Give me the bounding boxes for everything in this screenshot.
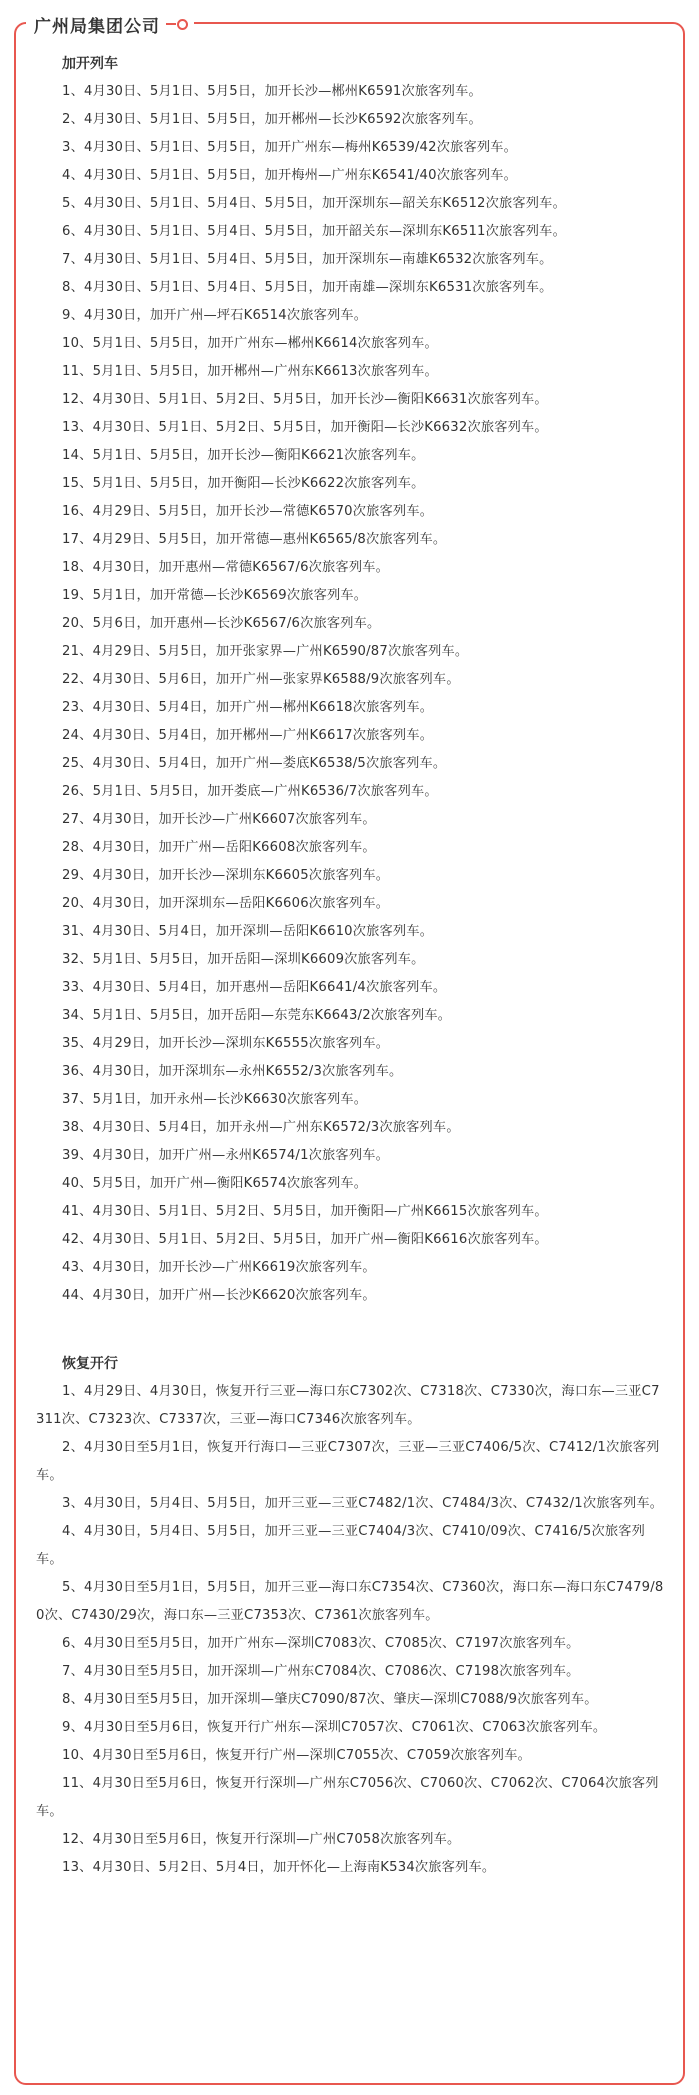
list-item: 21、4月29日、5月5日，加开张家界—广州K6590/87次旅客列车。 [62, 644, 469, 659]
list-item: 12、4月30日至5月6日，恢复开行深圳—广州C7058次旅客列车。 [62, 1832, 461, 1847]
list-item: 32、5月1日、5月5日，加开岳阳—深圳K6609次旅客列车。 [62, 952, 425, 967]
list-item: 44、4月30日，加开广州—长沙K6620次旅客列车。 [62, 1288, 376, 1303]
list-item: 29、4月30日，加开长沙—深圳东K6605次旅客列车。 [62, 868, 390, 883]
list-item: 25、4月30日、5月4日，加开广州—娄底K6538/5次旅客列车。 [62, 756, 447, 771]
list-item: 23、4月30日、5月4日，加开广州—郴州K6618次旅客列车。 [62, 700, 434, 715]
list-item: 38、4月30日、5月4日，加开永州—广州东K6572/3次旅客列车。 [62, 1120, 460, 1135]
list-item: 42、4月30日、5月1日、5月2日、5月5日，加开广州—衡阳K6616次旅客列车。 [62, 1232, 548, 1247]
list-item: 3、4月30日、5月1日、5月5日，加开广州东—梅州K6539/42次旅客列车。 [62, 140, 518, 155]
list-item: 11、4月30日至5月6日，恢复开行深圳—广州东C7056次、C7060次、C7062次、C7064次旅客列车。 [36, 1776, 659, 1819]
list-item: 2、4月30日至5月1日，恢复开行海口—三亚C7307次，三亚—三亚C7406/5次、C7412/1次旅客列车。 [36, 1440, 660, 1483]
list-item: 14、5月1日、5月5日，加开长沙—衡阳K6621次旅客列车。 [62, 448, 425, 463]
header-circle-decoration [177, 19, 188, 30]
list-item: 8、4月30日、5月1日、5月4日、5月5日，加开南雄—深圳东K6531次旅客列车。 [62, 280, 553, 295]
list-item: 37、5月1日，加开永州—长沙K6630次旅客列车。 [62, 1092, 368, 1107]
list-item: 13、4月30日、5月1日、5月2日、5月5日，加开衡阳—长沙K6632次旅客列车。 [62, 420, 548, 435]
list-item: 1、4月30日、5月1日、5月5日，加开长沙—郴州K6591次旅客列车。 [62, 84, 482, 99]
list-item: 11、5月1日、5月5日，加开郴州—广州东K6613次旅客列车。 [62, 364, 438, 379]
list-item: 6、4月30日、5月1日、5月4日、5月5日，加开韶关东—深圳东K6511次旅客列车。 [62, 224, 566, 239]
list-item: 41、4月30日、5月1日、5月2日、5月5日，加开衡阳—广州K6615次旅客列车。 [62, 1204, 548, 1219]
list-item: 34、5月1日、5月5日，加开岳阳—东莞东K6643/2次旅客列车。 [62, 1008, 452, 1023]
list-item: 27、4月30日，加开长沙—广州K6607次旅客列车。 [62, 812, 376, 827]
list-item: 31、4月30日、5月4日，加开深圳—岳阳K6610次旅客列车。 [62, 924, 434, 939]
list-item: 20、5月6日，加开惠州—长沙K6567/6次旅客列车。 [62, 616, 381, 631]
list-item: 10、5月1日、5月5日，加开广州东—郴州K6614次旅客列车。 [62, 336, 438, 351]
list-item: 15、5月1日、5月5日，加开衡阳—长沙K6622次旅客列车。 [62, 476, 425, 491]
list-item: 19、5月1日，加开常德—长沙K6569次旅客列车。 [62, 588, 368, 603]
list-item: 20、4月30日，加开深圳东—岳阳K6606次旅客列车。 [62, 896, 390, 911]
section-title: 加开列车 [62, 56, 118, 72]
section-header-title: 广州局集团公司 [34, 16, 160, 37]
train-list [36, 1378, 664, 1882]
list-item: 8、4月30日至5月5日，加开深圳—肇庆C7090/87次、肇庆—深圳C7088/9次旅客列车。 [62, 1692, 598, 1707]
list-item: 28、4月30日，加开广州—岳阳K6608次旅客列车。 [62, 840, 376, 855]
list-item: 43、4月30日，加开长沙—广州K6619次旅客列车。 [62, 1260, 376, 1275]
list-item: 9、4月30日，加开广州—坪石K6514次旅客列车。 [62, 308, 368, 323]
train-list [36, 78, 664, 1310]
list-item: 10、4月30日至5月6日，恢复开行广州—深圳C7055次、C7059次旅客列车。 [62, 1748, 531, 1763]
list-item: 39、4月30日，加开广州—永州K6574/1次旅客列车。 [62, 1148, 389, 1163]
list-item: 35、4月29日，加开长沙—深圳东K6555次旅客列车。 [62, 1036, 390, 1051]
list-item: 13、4月30日、5月2日、5月4日，加开怀化—上海南K534次旅客列车。 [62, 1860, 496, 1875]
list-item: 9、4月30日至5月6日，恢复开行广州东—深圳C7057次、C7061次、C7063次旅客列车。 [62, 1720, 607, 1735]
list-item: 6、4月30日至5月5日，加开广州东—深圳C7083次、C7085次、C7197次旅客列车。 [62, 1636, 580, 1651]
list-item: 2、4月30日、5月1日、5月5日，加开郴州—长沙K6592次旅客列车。 [62, 112, 482, 127]
section-added-trains [36, 50, 664, 1310]
list-item: 5、4月30日至5月1日，5月5日，加开三亚—海口东C7354次、C7360次，海口东—海口东C7479/80次、C7430/29次，海口东—三亚C7353次、C7361次旅客列车。 [36, 1580, 664, 1623]
list-item: 4、4月30日、5月1日、5月5日，加开梅州—广州东K6541/40次旅客列车。 [62, 168, 518, 183]
list-item: 33、4月30日、5月4日，加开惠州—岳阳K6641/4次旅客列车。 [62, 980, 447, 995]
section-header [26, 12, 194, 36]
list-item: 17、4月29日、5月5日，加开常德—惠州K6565/8次旅客列车。 [62, 532, 447, 547]
list-item: 5、4月30日、5月1日、5月4日、5月5日，加开深圳东—韶关东K6512次旅客列车。 [62, 196, 566, 211]
section-spacer [36, 1310, 664, 1350]
list-item: 7、4月30日、5月1日、5月4日、5月5日，加开深圳东—南雄K6532次旅客列车。 [62, 252, 553, 267]
header-line-decoration [166, 23, 176, 25]
list-item: 26、5月1日、5月5日，加开娄底—广州K6536/7次旅客列车。 [62, 784, 438, 799]
list-item: 36、4月30日，加开深圳东—永州K6552/3次旅客列车。 [62, 1064, 403, 1079]
list-item: 22、4月30日、5月6日，加开广州—张家界K6588/9次旅客列车。 [62, 672, 460, 687]
list-item: 12、4月30日、5月1日、5月2日、5月5日，加开长沙—衡阳K6631次旅客列车。 [62, 392, 548, 407]
list-item: 40、5月5日，加开广州—衡阳K6574次旅客列车。 [62, 1176, 368, 1191]
list-item: 16、4月29日、5月5日，加开长沙—常德K6570次旅客列车。 [62, 504, 434, 519]
list-item: 1、4月29日、4月30日，恢复开行三亚—海口东C7302次、C7318次、C7330次，海口东—三亚C7311次、C7323次、C7337次，三亚—海口C7346次旅客列车。 [36, 1384, 660, 1427]
list-item: 18、4月30日，加开惠州—常德K6567/6次旅客列车。 [62, 560, 389, 575]
article-content [36, 50, 664, 1882]
list-item: 7、4月30日至5月5日，加开深圳—广州东C7084次、C7086次、C7198次旅客列车。 [62, 1664, 580, 1679]
list-item: 3、4月30日，5月4日、5月5日，加开三亚—三亚C7482/1次、C7484/3次、C7432/1次旅客列车。 [62, 1496, 664, 1511]
list-item: 24、4月30日、5月4日，加开郴州—广州K6617次旅客列车。 [62, 728, 434, 743]
section-resumed-trains [36, 1350, 664, 1882]
list-item: 4、4月30日，5月4日、5月5日，加开三亚—三亚C7404/3次、C7410/09次、C7416/5次旅客列车。 [36, 1524, 646, 1567]
section-title: 恢复开行 [62, 1356, 118, 1372]
